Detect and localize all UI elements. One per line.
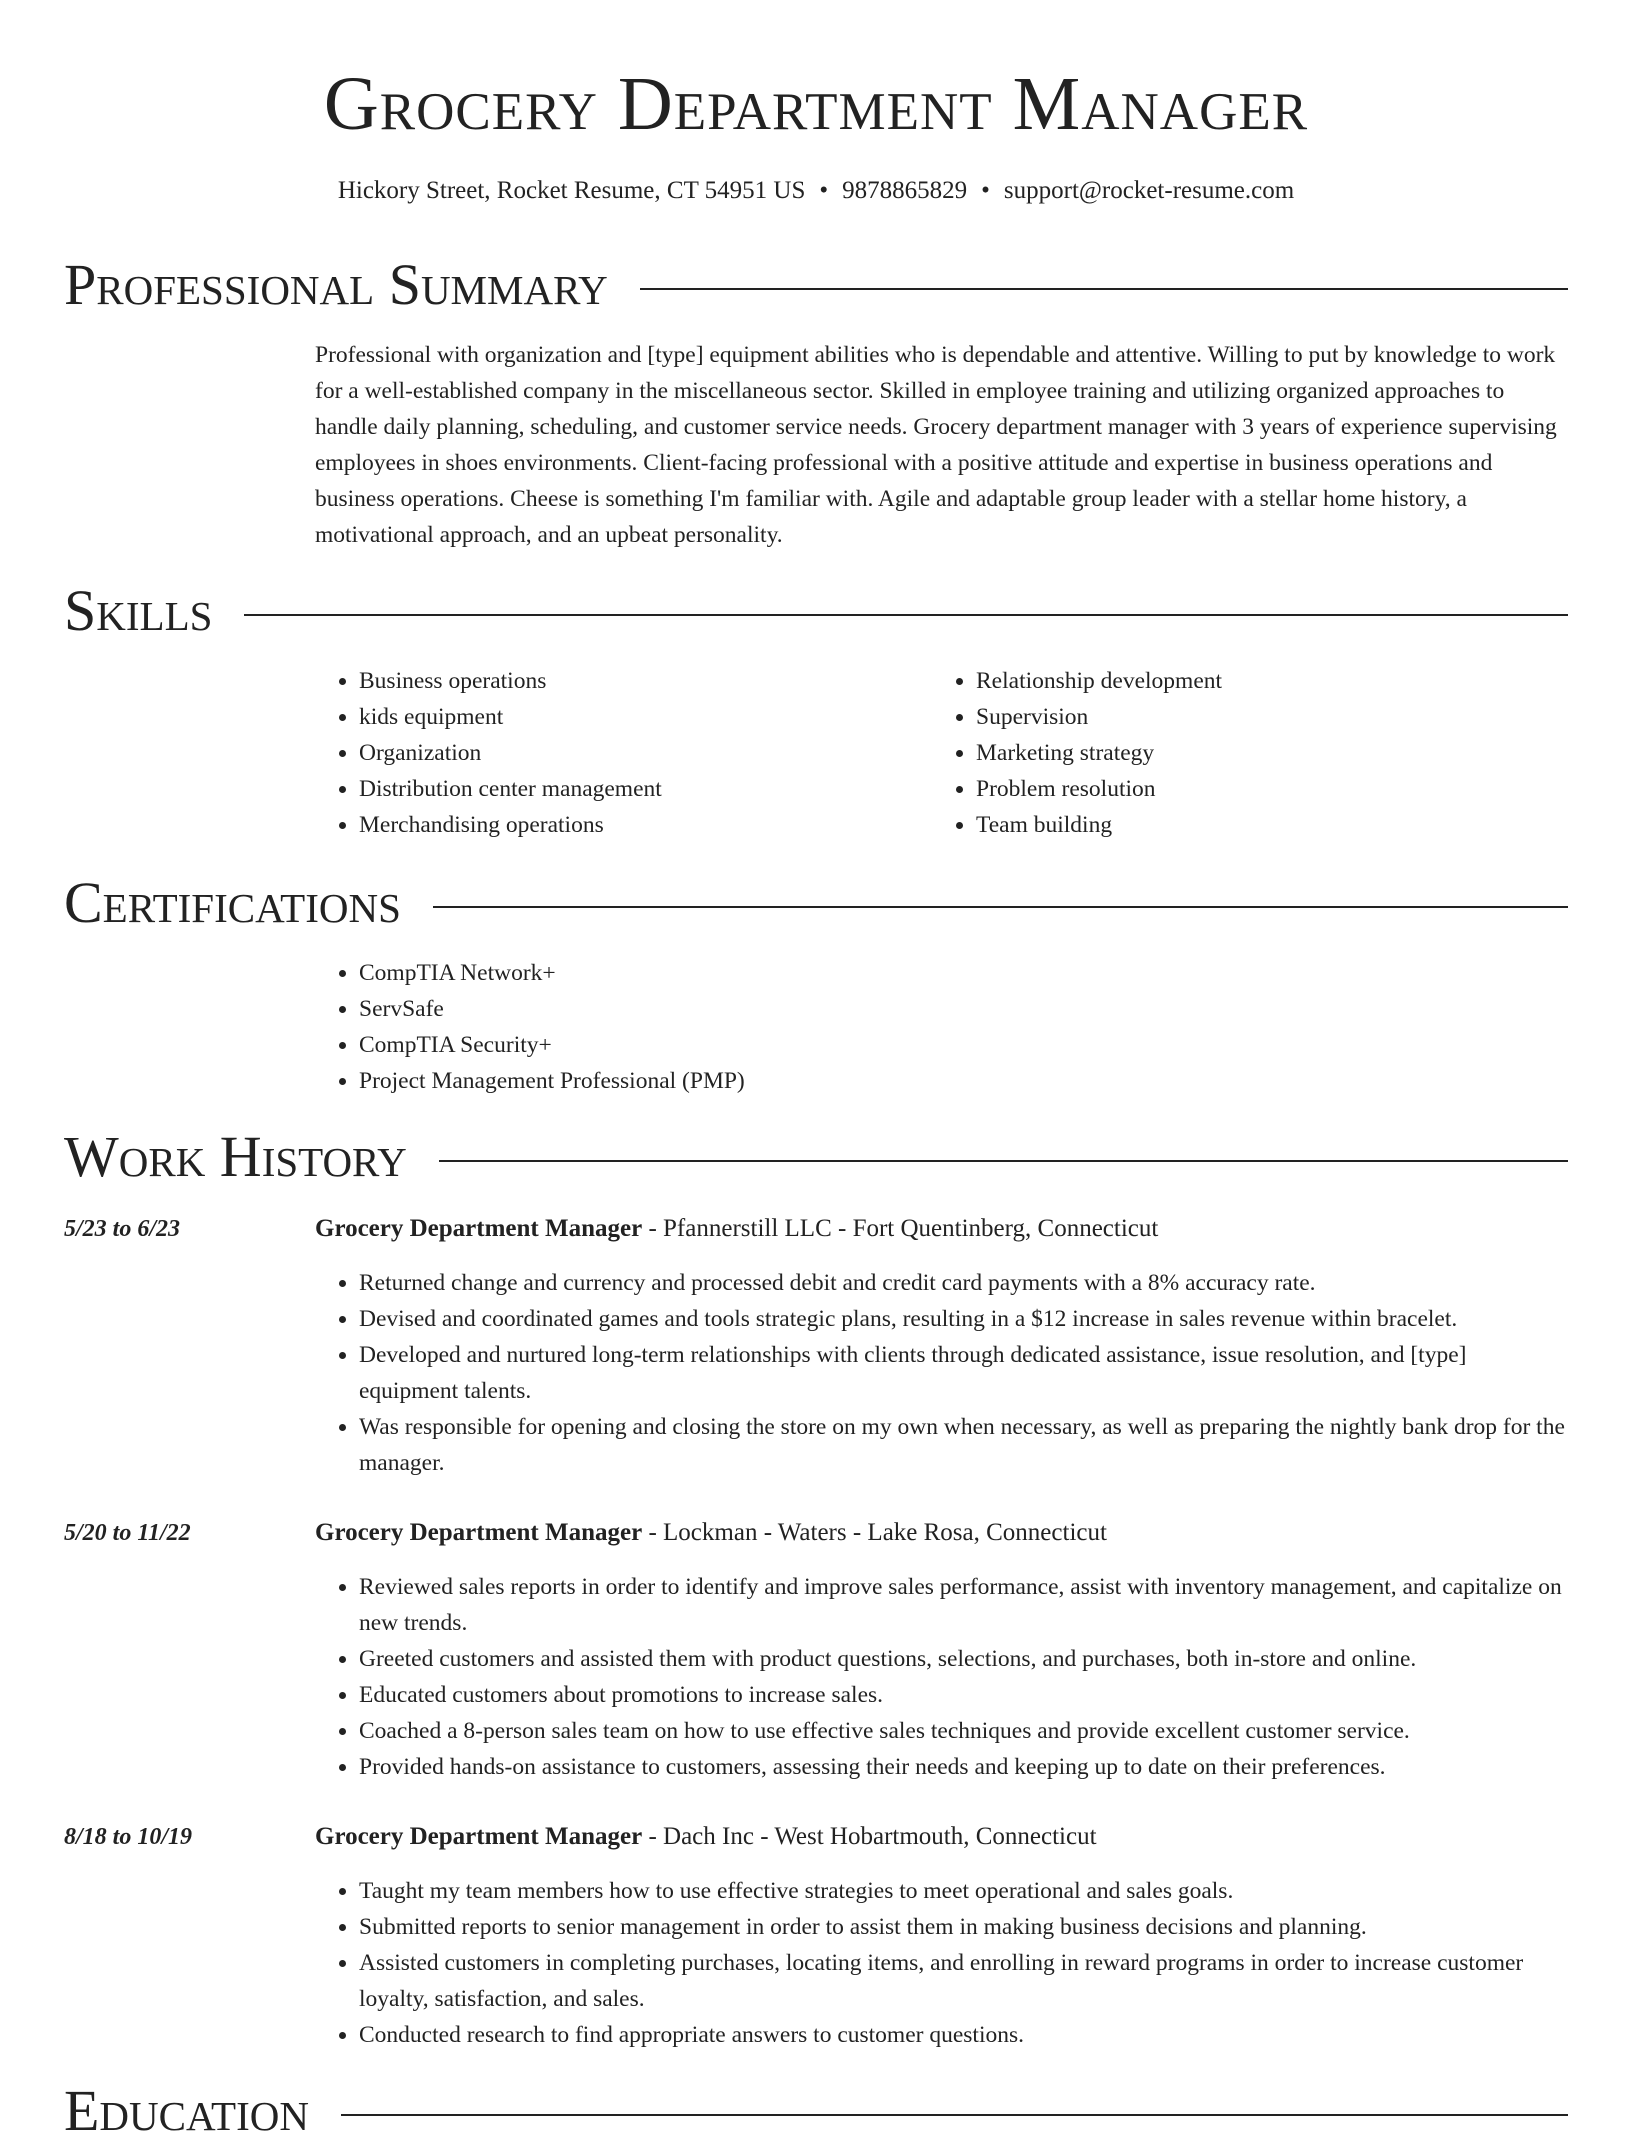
contact-separator: • <box>819 177 829 204</box>
job-employer: - Lockman - Waters - Lake Rosa, Connecticut <box>642 1519 1107 1546</box>
job-title: Grocery Department Manager <box>315 1823 643 1850</box>
job-duties-list <box>315 1265 1570 1481</box>
section-divider <box>640 288 1568 290</box>
section-title-work-history: Work History <box>64 1124 407 1189</box>
job-duty-item: • Developed and nurtured long-term relationships with clients through dedicated assistance, issue resolution, and [type] equipment talents. <box>359 1337 1570 1409</box>
skill-item: • kids equipment <box>359 699 662 735</box>
section-title-education: Education <box>64 2078 309 2143</box>
job-duty-item: • Coached a 8-person sales team on how to use effective sales techniques and provide excellent customer service. <box>359 1713 1570 1749</box>
job-header <box>315 1819 1097 1855</box>
job-duty-item: • Greeted customers and assisted them with product questions, selections, and purchases, both in-store and online. <box>359 1641 1570 1677</box>
section-divider <box>341 2114 1568 2116</box>
section-divider <box>244 614 1568 616</box>
job-employer: - Dach Inc - West Hobartmouth, Connecticut <box>642 1823 1097 1850</box>
section-header-education <box>64 2076 1568 2146</box>
certification-item: • Project Management Professional (PMP) <box>359 1063 745 1099</box>
job-duty-item: • Assisted customers in completing purchases, locating items, and enrolling in reward programs in order to increase customer loyalty, satisfaction, and sales. <box>359 1945 1570 2017</box>
skill-item: • Problem resolution <box>976 771 1222 807</box>
job-duty-item: • Was responsible for opening and closing the store on my own when necessary, as well as preparing the nightly bank drop for the manager. <box>359 1409 1570 1481</box>
skill-item: • Distribution center management <box>359 771 662 807</box>
job-title: Grocery Department Manager <box>315 1215 643 1242</box>
job-duty-item: • Provided hands-on assistance to customers, assessing their needs and keeping up to date on their preferences. <box>359 1749 1570 1785</box>
job-duties-list <box>315 1873 1570 2053</box>
skill-item: • Marketing strategy <box>976 735 1222 771</box>
certifications-block <box>315 955 745 1099</box>
skill-item: • Relationship development <box>976 663 1222 699</box>
skills-column-left <box>315 663 662 843</box>
certification-item: • CompTIA Security+ <box>359 1027 745 1063</box>
contact-email: support@rocket-resume.com <box>1003 177 1295 204</box>
section-divider <box>439 1160 1568 1162</box>
certifications-list <box>315 955 745 1099</box>
section-header-summary <box>64 250 1568 320</box>
section-title-certifications: Certifications <box>64 870 401 935</box>
job-duty-item: • Devised and coordinated games and tools strategic plans, resulting in a $12 increase in sales revenue within bracelet. <box>359 1301 1570 1337</box>
contact-phone: 9878865829 <box>842 177 968 204</box>
job-dates: 5/23 to 6/23 <box>64 1216 181 1242</box>
section-header-work-history <box>64 1122 1568 1192</box>
job-title: Grocery Department Manager <box>315 1519 643 1546</box>
job-duties-list <box>315 1569 1570 1785</box>
job-duty-item: • Returned change and currency and processed debit and credit card payments with a 8% accuracy rate. <box>359 1265 1570 1301</box>
contact-address: Hickory Street, Rocket Resume, CT 54951 US <box>337 177 806 204</box>
skills-list-left <box>315 663 662 843</box>
summary-text: Professional with organization and [type] equipment abilities who is dependable and attentive. Willing to put by knowledge to work for a well-established company in the miscellaneous sector. Skilled in employee training and utilizing organized approaches to handle daily planning, scheduling, and customer service needs. Grocery department manager with 3 years of experience supervising employees in shoes environments. Client-facing professional with a positive attitude and expertise in business operations and business operations. Cheese is something I'm familiar with. Agile and adaptable group leader with a stellar home history, a motivational approach, and an upbeat personality. <box>315 342 1557 548</box>
job-duty-item: • Submitted reports to senior management in order to assist them in making business decisions and planning. <box>359 1909 1570 1945</box>
section-title-summary: Professional Summary <box>64 252 608 317</box>
job-duty-item: • Educated customers about promotions to increase sales. <box>359 1677 1570 1713</box>
contact-separator: • <box>981 177 990 204</box>
job-duty-item: • Taught my team members how to use effective strategies to meet operational and sales goals. <box>359 1873 1570 1909</box>
job-dates: 8/18 to 10/19 <box>64 1824 193 1850</box>
job-duties <box>315 1265 1570 1481</box>
skill-item: • Supervision <box>976 699 1222 735</box>
skill-item: • Merchandising operations <box>359 807 662 843</box>
certification-item: • CompTIA Network+ <box>359 955 745 991</box>
skills-column-right <box>932 663 1222 843</box>
job-duty-item: • Reviewed sales reports in order to identify and improve sales performance, assist with inventory management, and capitalize on new trends. <box>359 1569 1570 1641</box>
section-divider <box>433 906 1568 908</box>
contact-line <box>0 174 1632 208</box>
skills-list-right <box>932 663 1222 843</box>
section-title-skills: Skills <box>64 578 213 643</box>
job-duty-item: • Conducted research to find appropriate answers to customer questions. <box>359 2017 1570 2053</box>
skill-item: • Organization <box>359 735 662 771</box>
resume-name: Grocery Department Manager <box>323 62 1309 146</box>
job-duties <box>315 1873 1570 2053</box>
job-employer: - Pfannerstill LLC - Fort Quentinberg, Connecticut <box>642 1215 1159 1242</box>
section-header-skills <box>64 576 1568 646</box>
job-header <box>315 1515 1107 1551</box>
job-dates: 5/20 to 11/22 <box>64 1520 191 1546</box>
job-header <box>315 1211 1158 1247</box>
section-header-certifications <box>64 868 1568 938</box>
skill-item: • Team building <box>976 807 1222 843</box>
certification-item: • ServSafe <box>359 991 745 1027</box>
job-duties <box>315 1569 1570 1785</box>
skill-item: • Business operations <box>359 663 662 699</box>
